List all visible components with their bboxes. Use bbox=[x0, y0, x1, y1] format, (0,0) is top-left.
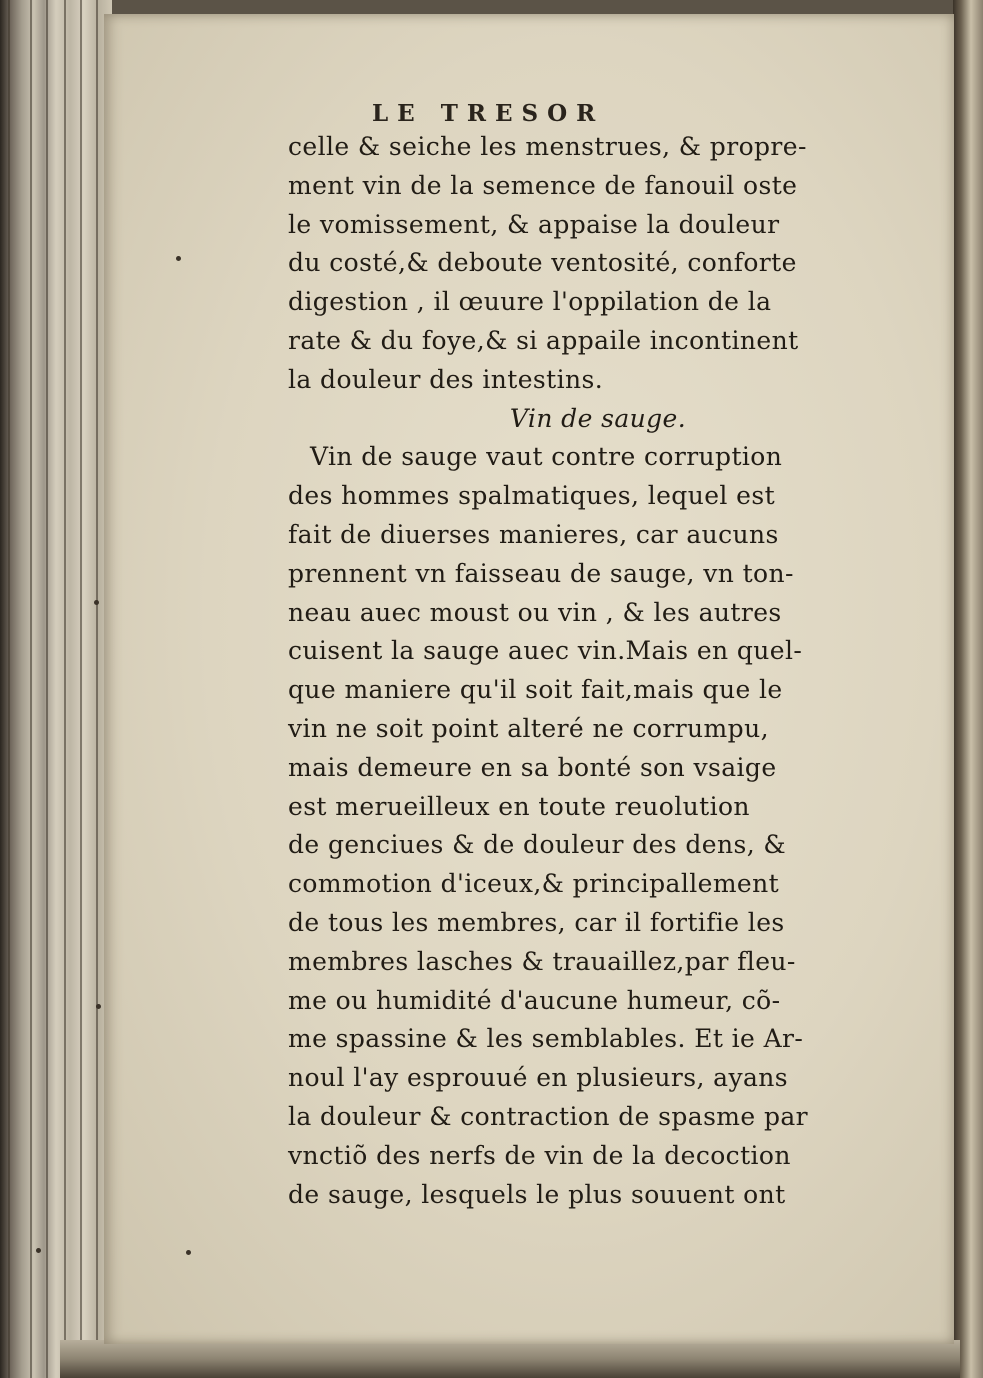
text-line: la douleur & contraction de spasme par bbox=[288, 1101, 809, 1131]
page-text bbox=[288, 128, 908, 1214]
text-line: la douleur des intestins. bbox=[288, 364, 604, 394]
text-line: du costé,& deboute ventosité, conforte bbox=[288, 248, 797, 278]
text-line: membres lasches & trauaillez,par fleu- bbox=[288, 946, 796, 976]
section-heading: Vin de sauge. bbox=[509, 403, 687, 433]
text-line: de genciues & de douleur des dens, & bbox=[288, 830, 787, 860]
text-line: mais demeure en sa bonté son vsaige bbox=[288, 752, 777, 782]
page-edge-line bbox=[64, 0, 66, 1378]
text-line: prennent vn faisseau de sauge, vn ton- bbox=[288, 558, 794, 588]
page-edge-line bbox=[96, 0, 98, 1378]
text-line: celle & seiche les menstrues, & propre- bbox=[288, 132, 807, 161]
running-header: LE TRESOR bbox=[372, 100, 605, 127]
page-edge-line bbox=[8, 0, 10, 1378]
text-line: cuisent la sauge auec vin.Mais en quel- bbox=[288, 636, 803, 666]
text-line: le vomissement, & appaise la douleur bbox=[288, 209, 780, 239]
text-line: neau auec moust ou vin , & les autres bbox=[288, 597, 782, 627]
text-line: de sauge, lesquels le plus souuent ont bbox=[288, 1179, 786, 1209]
text-line: vin ne soit point alteré ne corrumpu, bbox=[288, 713, 769, 743]
page-edge-line bbox=[80, 0, 82, 1378]
page-edge-line bbox=[46, 0, 48, 1378]
text-line: Vin de sauge vaut contre corruption bbox=[310, 442, 783, 472]
right-binding-edge bbox=[953, 0, 983, 1378]
text-line: fait de diuerses manieres, car aucuns bbox=[288, 519, 779, 549]
text-line: est merueilleux en toute reuolution bbox=[288, 791, 750, 821]
text-line: rate & du foye,& si appaile incontinent bbox=[288, 325, 799, 355]
text-line: commotion d'iceux,& principallement bbox=[288, 869, 780, 899]
text-line: digestion , il œuure l'oppilation de la bbox=[288, 287, 772, 317]
stacked-page-edges bbox=[0, 0, 112, 1378]
text-line: que maniere qu'il soit fait,mais que le bbox=[288, 675, 783, 705]
text-line: de tous les membres, car il fortifie les bbox=[288, 907, 785, 937]
text-line: ment vin de la semence de fanouil oste bbox=[288, 170, 798, 200]
page-bottom-edge bbox=[60, 1340, 960, 1378]
text-line: des hommes spalmatiques, lequel est bbox=[288, 481, 776, 511]
text-line: me spassine & les semblables. Et ie Ar- bbox=[288, 1024, 804, 1054]
page-edge-line bbox=[30, 0, 32, 1378]
text-line: noul l'ay esprouué en plusieurs, ayans bbox=[288, 1063, 789, 1093]
text-line: me ou humidité d'aucune humeur, cõ- bbox=[288, 985, 781, 1015]
text-line: vnctiõ des nerfs de vin de la decoction bbox=[288, 1140, 791, 1170]
